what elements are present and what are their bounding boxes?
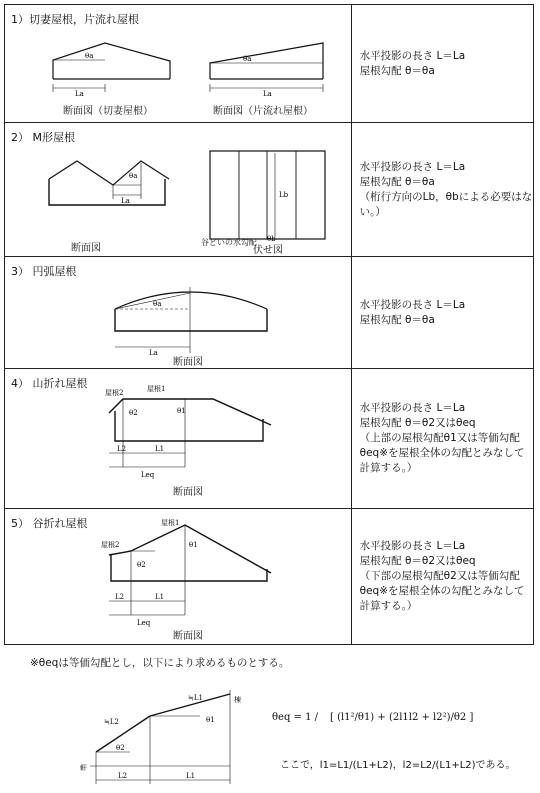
row-title: 2） M形屋根 (11, 131, 75, 144)
roof1-label: 屋根1 (161, 519, 180, 527)
caption: 断面図 (71, 243, 101, 254)
description-line: （下部の屋根勾配θ2又は等価勾配θeq※を屋根全体の勾配とみなして計算する。） (359, 570, 525, 612)
eave-label: 軒 (80, 764, 87, 772)
L1-label: L1 (155, 593, 165, 601)
description-line: 水平投影の長さ L＝La (359, 540, 466, 552)
theta2-label: θ2 (137, 561, 146, 569)
theta1-label: θ1 (206, 716, 215, 724)
description-line: 屋根勾配 θ＝θa (359, 64, 435, 77)
row-title: 4） 山折れ屋根 (11, 377, 88, 390)
caption: 断面図 (173, 631, 203, 642)
roof2-label: 屋根2 (101, 541, 120, 549)
caption: 断面図 (173, 487, 203, 498)
L2-label: L2 (118, 772, 128, 780)
row-title: 3） 円弧屋根 (11, 265, 77, 278)
roof2-label: 屋根2 (105, 389, 124, 397)
theta-a-label: θa (153, 300, 162, 308)
Leq-label: Leq (137, 619, 151, 627)
caption: 伏せ図 (253, 245, 283, 256)
La-label: La (75, 90, 84, 98)
La-label: La (263, 90, 272, 98)
formula-body: [ (l1²/θ1) + (2l1l2 + l2²)/θ2 ] (330, 712, 474, 723)
theta1-label: θ1 (189, 541, 198, 549)
caption: 断面図（切妻屋根） (63, 106, 153, 117)
theta-a-label: θa (243, 55, 252, 63)
valley-gutter-note: 谷どいの水勾配 (201, 238, 257, 247)
L1-label: L1 (186, 772, 196, 780)
theta2-label: θ2 (129, 409, 138, 417)
L2-label: L2 (117, 445, 127, 453)
Lb-label: Lb (279, 191, 289, 199)
theta2-label: θ2 (116, 744, 125, 752)
ridge-label: 棟 (234, 696, 241, 704)
description-line: 屋根勾配 θ＝θa (359, 175, 435, 188)
theta-a-label: θa (129, 172, 138, 180)
description-line: （桁行方向のLb，θbによる必要はない。） (359, 190, 533, 218)
approx-L1-label: ≒L1 (188, 694, 203, 702)
description-line: 水平投影の長さ L＝La (359, 298, 466, 311)
row-title: 5） 谷折れ屋根 (11, 517, 88, 530)
theta-a-label: θa (85, 52, 94, 60)
La-label: La (121, 197, 130, 205)
description-line: 屋根勾配 θ＝θa (359, 313, 435, 326)
L2-label: L2 (115, 593, 125, 601)
caption: 断面図（片流れ屋根） (213, 106, 313, 117)
description-line: （上部の屋根勾配θ1又は等価勾配θeq※を屋根全体の勾配とみなして計算する。） (359, 432, 525, 474)
theta-b-label: θb (267, 235, 276, 243)
Leq-label: Leq (141, 471, 155, 479)
description-line: 水平投影の長さ L＝La (359, 160, 466, 173)
approx-L2-label: ≒L2 (104, 718, 119, 726)
theta1-label: θ1 (177, 407, 186, 415)
La-label: La (149, 349, 158, 357)
description-line: 屋根勾配 θ＝θ2又はθeq (359, 555, 476, 567)
description-line: 水平投影の長さ L＝La (359, 402, 466, 414)
row-title: 1）切妻屋根，片流れ屋根 (11, 13, 139, 26)
formula-definition: ここで，l1=L1/(L1+L2)，l2=L2/(L1+L2)である。 (280, 760, 516, 771)
footnote: ※θeqは等価勾配とし，以下により求めるものとする。 (30, 657, 290, 669)
roof1-label: 屋根1 (147, 385, 166, 393)
caption: 断面図 (173, 357, 203, 368)
formula-lhs: θeq = 1 / (272, 712, 318, 723)
description-line: 屋根勾配 θ＝θ2又はθeq (359, 417, 476, 429)
L1-label: L1 (155, 445, 165, 453)
description-line: 水平投影の長さ L＝La (359, 49, 466, 62)
